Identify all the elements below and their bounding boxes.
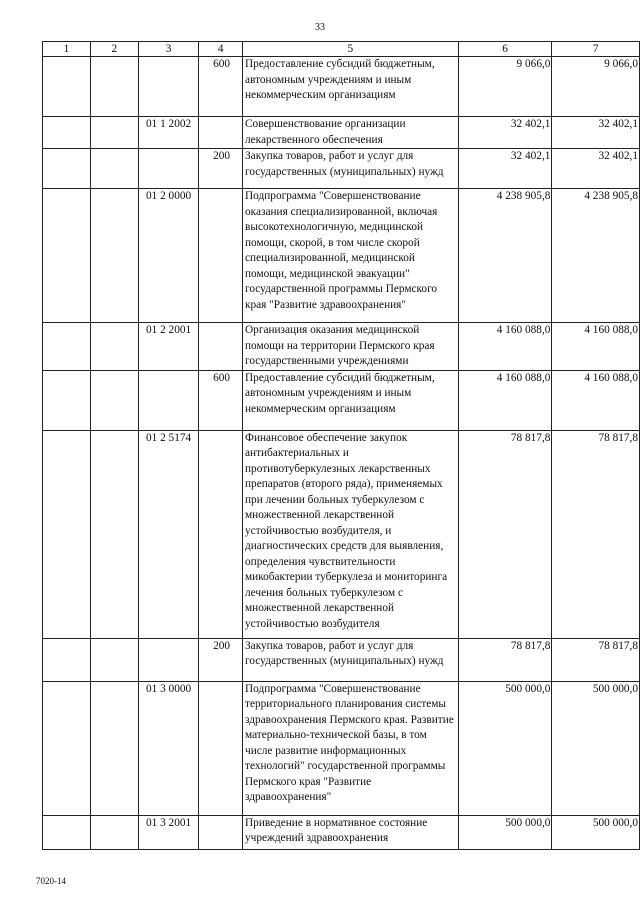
table-row bbox=[43, 149, 640, 189]
cell-description: Совершенствование организации лекарственного обеспечения bbox=[243, 117, 459, 149]
cell-expense-type bbox=[199, 815, 243, 849]
cell-expense-type bbox=[199, 430, 243, 638]
cell-amount-2: 78 817,8 bbox=[552, 638, 640, 681]
table-row bbox=[43, 681, 640, 815]
table-row bbox=[43, 57, 640, 117]
cell-target-code: 01 2 5174 bbox=[138, 430, 198, 638]
cell-expense-type: 600 bbox=[199, 370, 243, 430]
cell-amount-2: 32 402,1 bbox=[552, 149, 640, 189]
cell-target-code: 01 2 0000 bbox=[138, 189, 198, 323]
cell-amount-1: 78 817,8 bbox=[458, 638, 552, 681]
cell-expense-type bbox=[199, 681, 243, 815]
cell-col1 bbox=[43, 57, 91, 117]
cell-amount-1: 4 238 905,8 bbox=[458, 189, 552, 323]
cell-target-code bbox=[138, 638, 198, 681]
cell-expense-type bbox=[199, 117, 243, 149]
cell-amount-1: 9 066,0 bbox=[458, 57, 552, 117]
budget-table bbox=[42, 41, 640, 850]
cell-target-code bbox=[138, 149, 198, 189]
cell-col1 bbox=[43, 430, 91, 638]
cell-col1 bbox=[43, 323, 91, 371]
cell-amount-2: 32 402,1 bbox=[552, 117, 640, 149]
cell-amount-1: 32 402,1 bbox=[458, 149, 552, 189]
cell-col1 bbox=[43, 117, 91, 149]
cell-col2 bbox=[90, 430, 138, 638]
cell-target-code: 01 1 2002 bbox=[138, 117, 198, 149]
cell-col2 bbox=[90, 681, 138, 815]
table-row bbox=[43, 430, 640, 638]
cell-col2 bbox=[90, 149, 138, 189]
column-header: 4 bbox=[199, 42, 243, 57]
table-row bbox=[43, 815, 640, 849]
cell-amount-1: 32 402,1 bbox=[458, 117, 552, 149]
cell-amount-2: 78 817,8 bbox=[552, 430, 640, 638]
cell-amount-2: 4 238 905,8 bbox=[552, 189, 640, 323]
cell-target-code: 01 3 2001 bbox=[138, 815, 198, 849]
table-row bbox=[43, 638, 640, 681]
column-header: 2 bbox=[90, 42, 138, 57]
cell-expense-type bbox=[199, 189, 243, 323]
cell-description: Предоставление субсидий бюджетным, автономным учреждениям и иным некоммерческим организациям bbox=[243, 370, 459, 430]
cell-amount-2: 500 000,0 bbox=[552, 815, 640, 849]
cell-description: Закупка товаров, работ и услуг для государственных (муниципальных) нужд bbox=[243, 638, 459, 681]
cell-amount-1: 78 817,8 bbox=[458, 430, 552, 638]
cell-col2 bbox=[90, 117, 138, 149]
column-header: 7 bbox=[552, 42, 640, 57]
table-row bbox=[43, 189, 640, 323]
cell-description: Приведение в нормативное состояние учреждений здравоохранения bbox=[243, 815, 459, 849]
cell-amount-1: 500 000,0 bbox=[458, 681, 552, 815]
cell-col1 bbox=[43, 638, 91, 681]
page-number: 33 bbox=[315, 22, 325, 33]
cell-col2 bbox=[90, 57, 138, 117]
column-header: 1 bbox=[43, 42, 91, 57]
cell-col1 bbox=[43, 149, 91, 189]
cell-col2 bbox=[90, 815, 138, 849]
cell-col2 bbox=[90, 370, 138, 430]
document-code: 7020-14 bbox=[36, 876, 66, 886]
cell-amount-2: 4 160 088,0 bbox=[552, 370, 640, 430]
cell-col1 bbox=[43, 681, 91, 815]
cell-description: Закупка товаров, работ и услуг для государственных (муниципальных) нужд bbox=[243, 149, 459, 189]
table-row bbox=[43, 117, 640, 149]
cell-expense-type bbox=[199, 323, 243, 371]
cell-target-code: 01 3 0000 bbox=[138, 681, 198, 815]
cell-expense-type: 200 bbox=[199, 149, 243, 189]
column-header: 3 bbox=[138, 42, 198, 57]
cell-target-code bbox=[138, 370, 198, 430]
cell-col1 bbox=[43, 370, 91, 430]
cell-col2 bbox=[90, 323, 138, 371]
table-header-row bbox=[43, 42, 640, 57]
cell-amount-1: 4 160 088,0 bbox=[458, 323, 552, 371]
cell-amount-2: 9 066,0 bbox=[552, 57, 640, 117]
table-row bbox=[43, 370, 640, 430]
table-row bbox=[43, 323, 640, 371]
cell-target-code: 01 2 2001 bbox=[138, 323, 198, 371]
cell-expense-type: 200 bbox=[199, 638, 243, 681]
cell-description: Организация оказания медицинской помощи на территории Пермского края государственными учреждениями bbox=[243, 323, 459, 371]
column-header: 5 bbox=[243, 42, 459, 57]
cell-description: Предоставление субсидий бюджетным, автономным учреждениям и иным некоммерческим организациям bbox=[243, 57, 459, 117]
cell-target-code bbox=[138, 57, 198, 117]
cell-amount-1: 500 000,0 bbox=[458, 815, 552, 849]
cell-amount-2: 4 160 088,0 bbox=[552, 323, 640, 371]
cell-amount-2: 500 000,0 bbox=[552, 681, 640, 815]
cell-col1 bbox=[43, 815, 91, 849]
cell-amount-1: 4 160 088,0 bbox=[458, 370, 552, 430]
cell-description: Подпрограмма "Совершенствование оказания специализированной, включая высокотехнологичную, медицинской помощи, скорой, в том числе скорой специализированной, медицинской помощи, медицинской эвакуации" государственной программы Пермского края "Развитие здравоохранения" bbox=[243, 189, 459, 323]
column-header: 6 bbox=[458, 42, 552, 57]
cell-col2 bbox=[90, 638, 138, 681]
cell-description: Финансовое обеспечение закупок антибактериальных и противотуберкулезных лекарственных препаратов (второго ряда), применяемых при лечении больных туберкулезом с множественной лекарственной устойчивостью возбудителя, и диагностических средств для выявления, определения чувствительности микобактерии туберкулеза и мониторинга лечения больных туберкулезом с множественной лекарственной устойчивостью возбудителя bbox=[243, 430, 459, 638]
cell-expense-type: 600 bbox=[199, 57, 243, 117]
cell-col2 bbox=[90, 189, 138, 323]
cell-col1 bbox=[43, 189, 91, 323]
cell-description: Подпрограмма "Совершенствование территориального планирования системы здравоохранения Пермского края. Развитие материально-технической базы, в том числе развитие информационных технологий" государственной программы Пермского края "Развитие здравоохранения" bbox=[243, 681, 459, 815]
